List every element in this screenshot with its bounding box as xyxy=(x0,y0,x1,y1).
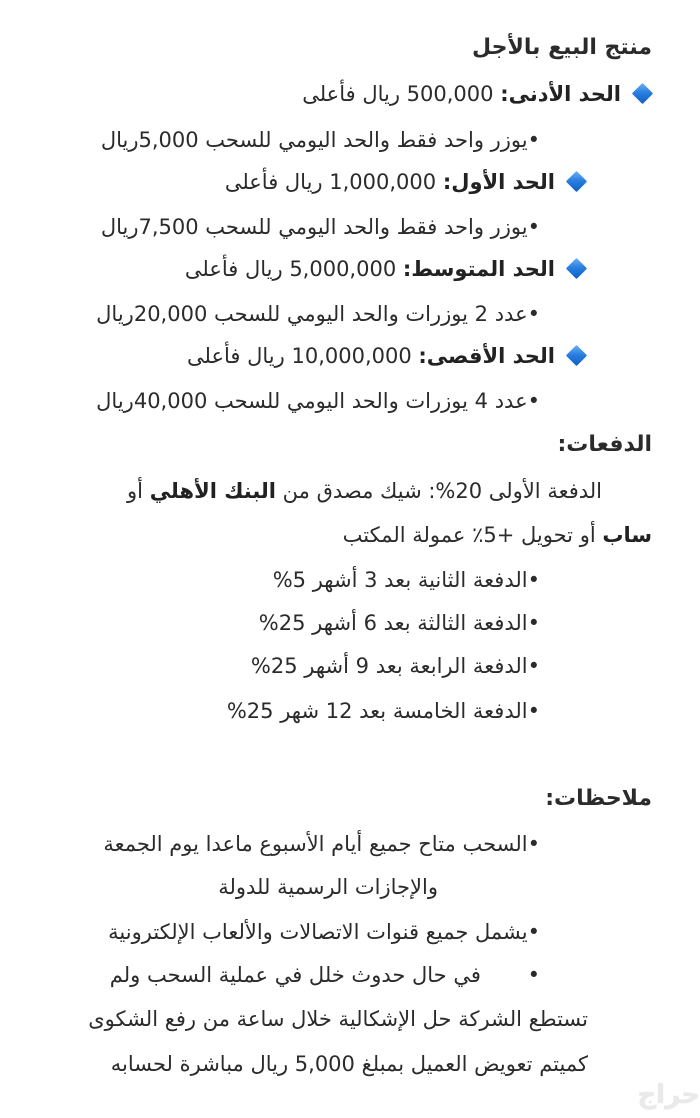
payment-item: •الدفعة الرابعة بعد 9 أشهر 25% xyxy=(250,654,540,678)
note-line: •السحب متاح جميع أيام الأسبوع ماعدا يوم الجمعة xyxy=(103,832,540,856)
payment-first-cont xyxy=(343,520,652,550)
tier-max xyxy=(187,341,584,371)
tier-suffix: ريال فأعلى xyxy=(187,344,285,368)
note-line: تستطع الشركة حل الإشكالية خلال ساعة من رفع الشكوى xyxy=(88,1007,588,1031)
tier-amount: 500,000 xyxy=(406,82,494,106)
tier-min xyxy=(302,79,650,109)
tier-mid-detail: •عدد 2 يوزرات والحد اليومي للسحب 20,000ريال xyxy=(96,302,540,326)
payment-item: •الدفعة الثالثة بعد 6 أشهر 25% xyxy=(258,611,540,635)
tier-amount: 1,000,000 xyxy=(329,170,437,194)
payment-transfer-text: أو تحويل +5٪ عمولة المكتب xyxy=(342,523,603,547)
note-line: والإجازات الرسمية للدولة xyxy=(218,875,438,899)
note-line: •يشمل جميع قنوات الاتصالات والألعاب الإلكترونية xyxy=(108,920,540,944)
page-title: منتج البيع بالأجل xyxy=(472,35,652,60)
payment-first xyxy=(127,476,602,506)
tier-first-detail: •يوزر واحد فقط والحد اليومي للسحب 7,500ريال xyxy=(100,215,540,239)
tier-label: الحد الأقصى: xyxy=(418,344,555,368)
tier-mid xyxy=(185,254,584,284)
blue-diamond-icon xyxy=(566,170,587,191)
tier-first xyxy=(225,167,584,197)
tier-label: الحد المتوسط: xyxy=(402,257,555,281)
haraj-watermark-logo: حراج xyxy=(637,1080,700,1110)
bank-name-ahli: البنك الأهلي xyxy=(149,479,276,503)
tier-label: الحد الأول: xyxy=(442,170,555,194)
payment-item: •الدفعة الخامسة بعد 12 شهر 25% xyxy=(226,699,540,723)
blue-diamond-icon xyxy=(632,82,653,103)
tier-max-detail: •عدد 4 يوزرات والحد اليومي للسحب 40,000ريال xyxy=(96,389,540,413)
blue-diamond-icon xyxy=(566,344,587,365)
tier-suffix: ريال فأعلى xyxy=(224,170,323,194)
blue-diamond-icon xyxy=(566,257,587,278)
note-line: • في حال حدوث خلل في عملية السحب ولم xyxy=(109,963,540,987)
tier-suffix: ريال فأعلى xyxy=(302,82,400,106)
tier-suffix: ريال فأعلى xyxy=(184,257,283,281)
tier-min-detail: •يوزر واحد فقط والحد اليومي للسحب 5,000ريال xyxy=(100,128,540,152)
note-line: كميتم تعويض العميل بمبلغ 5,000 ريال مباشرة لحسابه xyxy=(110,1052,588,1076)
payments-heading: الدفعات: xyxy=(557,432,652,457)
tier-label: الحد الأدنى: xyxy=(500,82,621,106)
payment-first-or: أو xyxy=(127,479,150,503)
notes-heading: ملاحظات: xyxy=(545,786,652,811)
payment-item: •الدفعة الثانية بعد 3 أشهر 5% xyxy=(272,568,540,592)
tier-amount: 10,000,000 xyxy=(291,344,412,368)
payment-first-text: الدفعة الأولى 20%: شيك مصدق من xyxy=(276,479,602,503)
bank-name-sab: ساب xyxy=(602,523,652,547)
tier-amount: 5,000,000 xyxy=(289,257,397,281)
